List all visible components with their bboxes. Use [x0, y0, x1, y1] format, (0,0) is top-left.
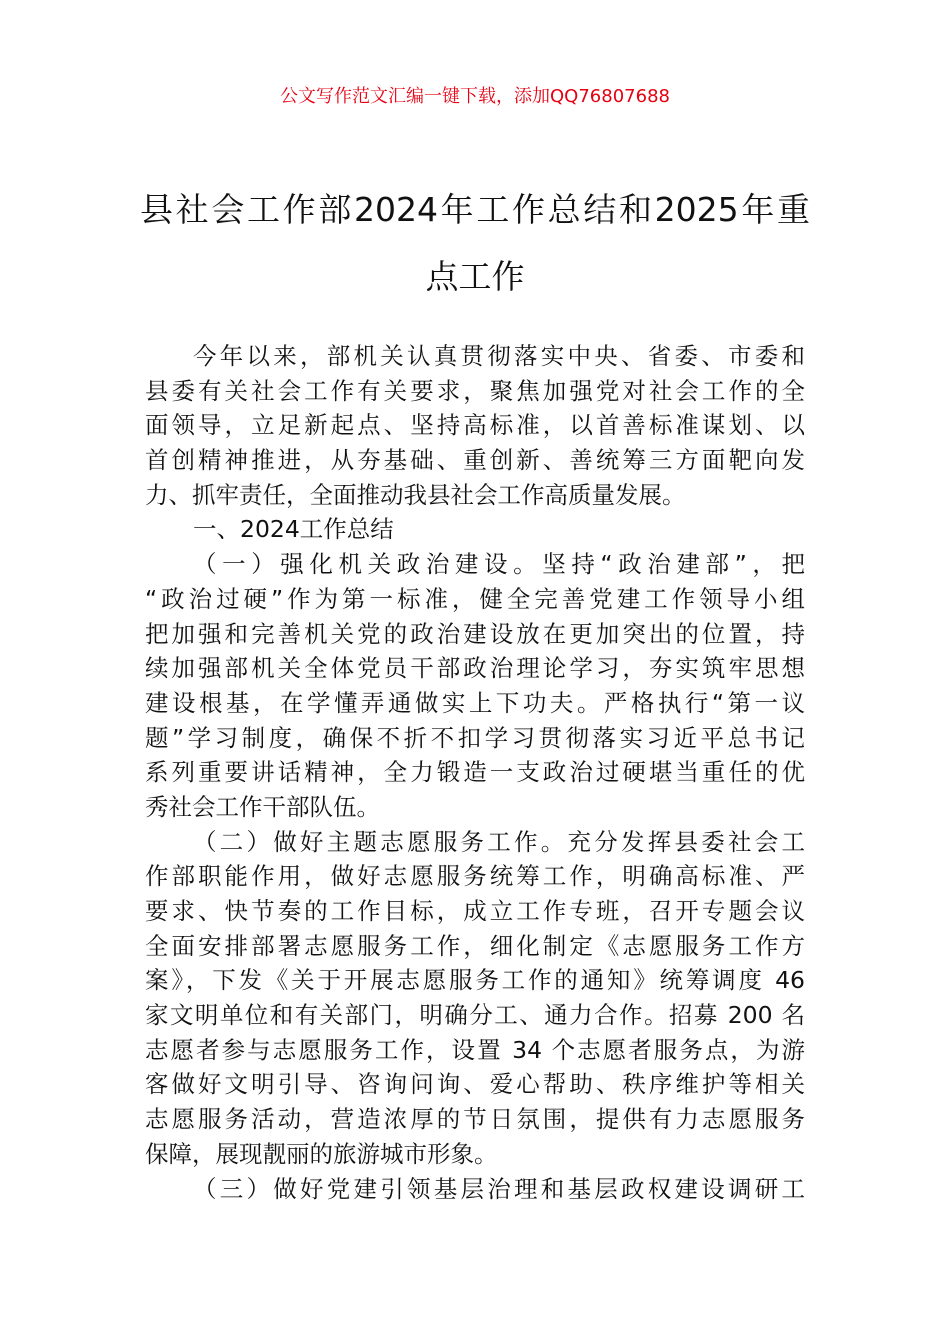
text-line: 今年以来，部机关认真贯彻落实中央、省委、市委和: [193, 342, 805, 370]
text-line: 客做好文明引导、咨询问询、爱心帮助、秩序维护等相关: [145, 1070, 805, 1099]
text-line: 题”学习制度，确保不折不扣学习贯彻落实习近平总书记: [145, 723, 805, 752]
paragraph: [145, 547, 805, 825]
text-line: 全面安排部署志愿服务工作，细化制定《志愿服务工作方: [145, 931, 805, 960]
text-line: 系列重要讲话精神，全力锻造一支政治过硬堪当重任的优: [145, 758, 805, 787]
title-line-1: 县社会工作部2024年工作总结和2025年重: [140, 190, 810, 229]
paragraph: [145, 1172, 805, 1207]
text-line: 建设根基，在学懂弄通做实上下功夫。严格执行“第一议: [145, 688, 805, 717]
watermark-header: 公文写作范文汇编一键下载，添加QQ76807688: [280, 86, 670, 107]
text-line: 志愿服务活动，营造浓厚的节日氛围，提供有力志愿服务: [145, 1105, 805, 1134]
text-line: （一）强化机关政治建设。坚持“政治建部”，把: [193, 550, 805, 579]
text-line: 把加强和完善机关党的政治建设放在更加突出的位置，持: [145, 619, 805, 648]
text-line: 首创精神推进，从夯基础、重创新、善统筹三方面靶向发: [145, 446, 805, 475]
text-line: （三）做好党建引领基层治理和基层政权建设调研工: [193, 1174, 805, 1203]
text-line: 面领导，立足新起点、坚持高标准，以首善标准谋划、以: [145, 411, 805, 440]
text-line: 秀社会工作干部队伍。: [145, 792, 380, 821]
text-line: 要求、快节奏的工作目标，成立工作专班，召开专题会议: [145, 897, 805, 925]
text-line: 志愿者参与志愿服务工作，设置 34 个志愿者服务点，为游: [145, 1035, 805, 1064]
paragraph: [145, 825, 805, 1172]
paragraph: [145, 339, 805, 512]
text-line: “政治过硬”作为第一标准，健全完善党建工作领导小组: [145, 584, 805, 613]
text-line: 力、抓牢责任，全面推动我县社会工作高质量发展。: [145, 480, 686, 509]
text-line: 续加强部机关全体党员干部政治理论学习，夯实筑牢思想: [145, 654, 805, 683]
text-line: 家文明单位和有关部门，明确分工、通力合作。招募 200 名: [145, 1001, 805, 1030]
text-line: 保障，展现靓丽的旅游城市形象。: [145, 1139, 498, 1168]
document-body: [145, 339, 805, 1206]
text-line: 案》，下发《关于开展志愿服务工作的通知》统筹调度 46: [145, 966, 805, 995]
text-line: 一、2024工作总结: [193, 515, 394, 544]
text-line: 作部职能作用，做好志愿服务统筹工作，明确高标准、严: [145, 862, 805, 891]
text-line: （二）做好主题志愿服务工作。充分发挥县委社会工: [193, 827, 805, 856]
title-line-2: 点工作: [425, 257, 525, 296]
text-line: 县委有关社会工作有关要求，聚焦加强党对社会工作的全: [145, 376, 805, 405]
section-heading: [145, 512, 805, 547]
document-title: [140, 176, 810, 310]
